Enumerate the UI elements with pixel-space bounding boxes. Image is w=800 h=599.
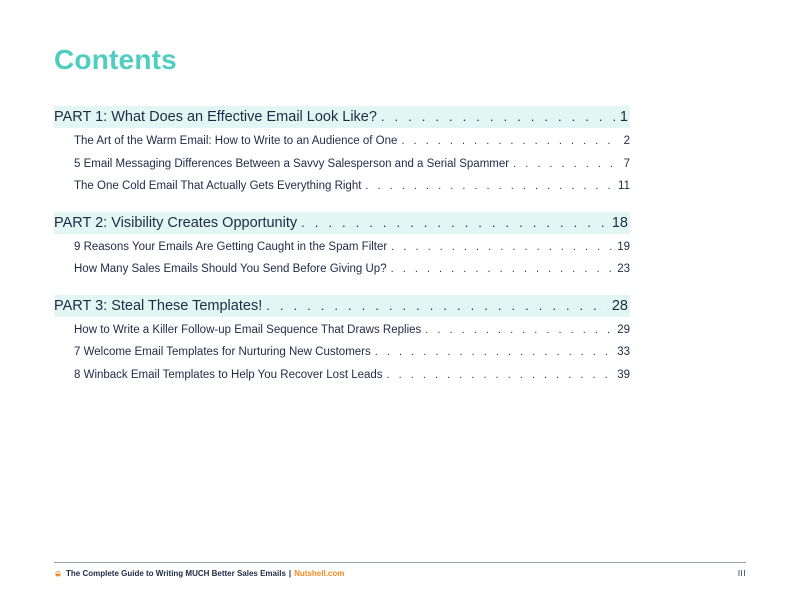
toc-page-number: 29 — [617, 323, 630, 336]
table-of-contents — [54, 106, 630, 400]
toc-chapter-label: 9 Reasons Your Emails Are Getting Caught in the Spam Filter — [74, 240, 388, 253]
toc-page-number: 28 — [611, 297, 628, 314]
toc-chapter-entry[interactable] — [54, 153, 630, 176]
dot-leader — [387, 364, 614, 387]
dot-leader — [391, 236, 613, 259]
toc-section-part-3 — [54, 295, 630, 387]
toc-page-number: 18 — [611, 214, 628, 231]
toc-chapter-entry[interactable] — [54, 319, 630, 342]
dot-leader — [391, 258, 614, 281]
toc-chapter-label: 5 Email Messaging Differences Between a Savvy Salesperson and a Serial Spammer — [74, 157, 510, 170]
toc-page-number: 39 — [617, 368, 630, 381]
toc-part-entry[interactable] — [54, 295, 630, 317]
dot-leader — [375, 341, 613, 364]
toc-section-part-2 — [54, 212, 630, 281]
footer-separator: | — [288, 568, 292, 578]
dot-leader — [401, 130, 619, 153]
page-title: Contents — [54, 44, 177, 75]
toc-part-label: PART 3: Steal These Templates! — [54, 297, 263, 314]
nutshell-logo-icon — [54, 569, 62, 577]
toc-chapter-label: How to Write a Killer Follow-up Email Sequence That Draws Replies — [74, 323, 422, 336]
toc-chapter-entry[interactable] — [54, 258, 630, 281]
toc-chapter-label: 8 Winback Email Templates to Help You Recover Lost Leads — [74, 368, 383, 381]
toc-page-number: 2 — [623, 135, 630, 147]
toc-page-number: 1 — [619, 109, 628, 125]
toc-page-number: 11 — [618, 180, 630, 192]
toc-chapter-entry[interactable] — [54, 341, 630, 364]
dot-leader — [381, 106, 616, 128]
toc-page-number: 23 — [617, 263, 630, 275]
toc-chapter-label: The Art of the Warm Email: How to Write to an Audience of One — [74, 135, 398, 147]
toc-section-part-1 — [54, 106, 630, 198]
footer-divider — [54, 562, 746, 563]
page-footer — [54, 567, 746, 579]
dot-leader — [513, 153, 620, 176]
toc-part-label: PART 1: What Does an Effective Email Look Like? — [54, 109, 377, 125]
toc-chapter-entry[interactable] — [54, 175, 630, 198]
toc-part-entry[interactable] — [54, 212, 630, 234]
toc-part-label: PART 2: Visibility Creates Opportunity — [54, 214, 298, 231]
footer-guide-title: The Complete Guide to Writing MUCH Better Sales Emails — [66, 568, 286, 578]
toc-chapter-label: How Many Sales Emails Should You Send Before Giving Up? — [74, 263, 387, 275]
footer-site-link[interactable]: Nutshell.com — [294, 568, 345, 578]
toc-chapter-entry[interactable] — [54, 236, 630, 259]
dot-leader — [266, 295, 608, 317]
dot-leader — [301, 212, 608, 234]
dot-leader — [365, 175, 614, 198]
dot-leader — [425, 319, 613, 342]
toc-chapter-entry[interactable] — [54, 364, 630, 387]
footer-page-number: III — [737, 568, 746, 578]
toc-chapter-label: The One Cold Email That Actually Gets Everything Right — [74, 180, 362, 192]
toc-chapter-entry[interactable] — [54, 130, 630, 153]
toc-part-entry[interactable] — [54, 106, 630, 128]
toc-chapter-label: 7 Welcome Email Templates for Nurturing New Customers — [74, 346, 371, 358]
toc-page-number: 33 — [617, 346, 630, 358]
toc-page-number: 7 — [623, 157, 630, 170]
toc-page-number: 19 — [617, 240, 630, 253]
